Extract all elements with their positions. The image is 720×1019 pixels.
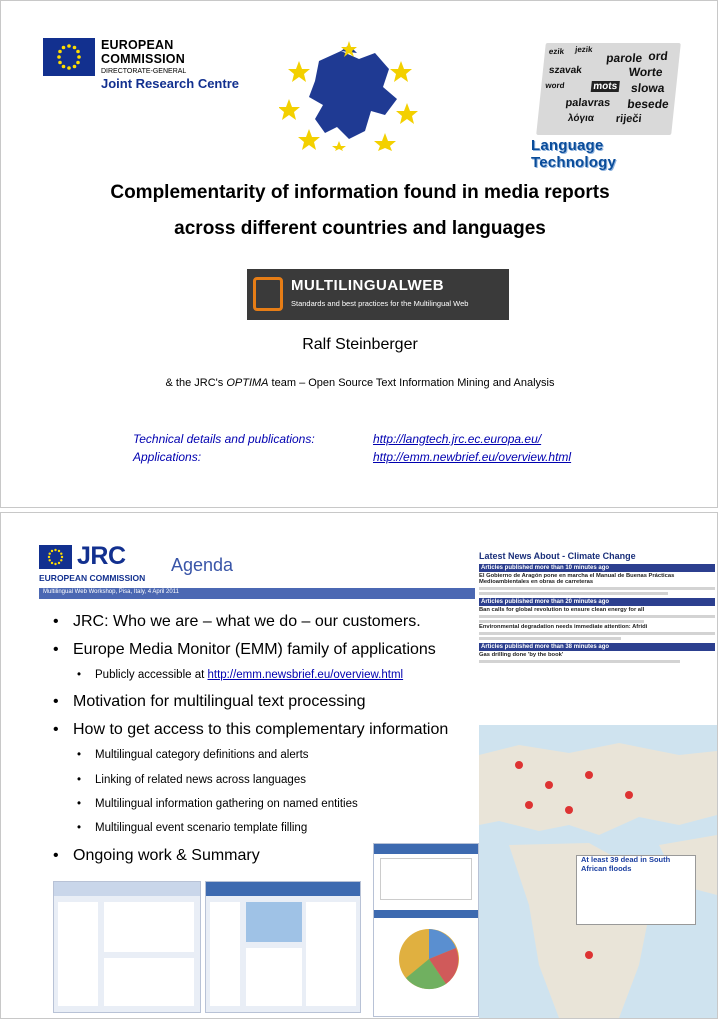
news-section: Articles published more than 20 minutes ago <box>479 598 715 606</box>
news-section: Articles published more than 10 minutes ago <box>479 564 715 572</box>
emm-overview-link[interactable]: http://emm.newbrief.eu/overview.html <box>373 450 572 464</box>
agenda-item: • How to get access to this complementary information <box>53 721 449 738</box>
multilingualweb-logo <box>247 269 509 320</box>
emm-newsbrief-link[interactable]: http://emm.newsbrief.eu/overview.html <box>207 669 404 681</box>
eu-flag-icon <box>43 38 95 76</box>
lt-word: Worte <box>628 65 664 79</box>
team-line <box>1 377 718 389</box>
agenda-item: • Motivation for multilingual text processing <box>53 693 366 710</box>
agenda-title: Agenda <box>171 555 234 575</box>
lt-word: mots <box>592 81 618 92</box>
news-header: Latest News About - Climate Change <box>479 551 636 561</box>
workshop-bar <box>39 588 475 599</box>
team-post: team – Open Source Text Information Mining and Analysis <box>268 377 555 389</box>
pie-chart-icon <box>396 926 462 992</box>
team-name: OPTIMA <box>226 377 269 389</box>
agenda-subitem: • Publicly accessible at http://emm.newsbrief.eu/overview.html <box>77 669 404 681</box>
agenda-subitem: • Multilingual event scenario template filling <box>77 822 308 834</box>
news-article: Environmental degradation needs immediate attention: Afridi <box>479 624 648 630</box>
flood-headline: At least 39 dead in South African floods <box>581 855 671 873</box>
jrc-name: Joint Research Centre <box>101 76 239 91</box>
agenda-subitem: • Multilingual information gathering on named entities <box>77 798 358 810</box>
lt-word: λόγια <box>567 113 595 124</box>
news-article: Gas drilling done 'by the book' <box>479 652 564 658</box>
applications-label: Applications: <box>133 450 202 464</box>
mlw-name: MULTILINGUALWEB <box>291 277 445 294</box>
ec-directorate: DIRECTORATE-GENERAL <box>101 68 187 75</box>
mlw-tagline: Standards and best practices for the Multilingual Web <box>291 299 469 308</box>
agenda-item: • Europe Media Monitor (EMM) family of applications <box>53 641 436 658</box>
tech-details-label: Technical details and publications: <box>133 432 315 446</box>
lt-word: ezik <box>548 47 565 56</box>
agenda-subitem: • Linking of related news across languages <box>77 774 306 786</box>
team-pre: & the JRC's <box>165 377 227 389</box>
language-technology-title: Language Technology <box>531 137 617 171</box>
jrc-logo <box>39 542 159 585</box>
ec-name: EUROPEAN COMMISSION <box>101 38 185 66</box>
news-article: El Gobierno de Aragón pone en marcha el Manual de Buenas Prácticas Medioambientales en obras de carreteras <box>479 573 675 585</box>
lt-word: palavras <box>564 97 611 109</box>
agenda-item: • Ongoing work & Summary <box>53 847 260 864</box>
lt-word: szavak <box>548 65 583 76</box>
slide-title-line2: across different countries and languages <box>174 218 546 239</box>
lt-word: parole <box>605 51 644 65</box>
workshop-label: Multilingual Web Workshop, Pisa, Italy, 4 April 2011 <box>43 589 179 595</box>
mlw-icon <box>253 277 283 311</box>
language-technology-logo <box>531 37 681 171</box>
medisys-screenshot <box>53 881 201 1013</box>
agenda-item: • JRC: Who we are – what we do – our customers. <box>53 613 421 630</box>
lt-word: slowa <box>630 81 666 95</box>
author: Ralf Steinberger <box>302 336 418 353</box>
climate-news-screenshot <box>479 551 715 721</box>
jrc-wordmark: JRC <box>77 542 126 570</box>
europe-map-icon <box>279 41 419 151</box>
statistics-screenshot <box>373 843 479 1017</box>
newsexplorer-screenshot <box>205 881 361 1013</box>
news-article: Ban calls for global revolution to ensure clean energy for all <box>479 607 645 613</box>
lt-word: word <box>544 81 565 90</box>
jrc-ec-label: EUROPEAN COMMISSION <box>39 573 146 583</box>
title-slide <box>0 0 718 508</box>
ec-jrc-logo <box>43 38 243 91</box>
news-section: Articles published more than 38 minutes ago <box>479 643 715 651</box>
slide-title-line1: Complementarity of information found in media reports <box>110 182 610 203</box>
langtech-link[interactable]: http://langtech.jrc.ec.europa.eu/ <box>373 432 542 446</box>
agenda-subitem: • Multilingual category definitions and alerts <box>77 749 309 761</box>
lt-word: jezik <box>574 45 593 54</box>
words-collage <box>536 43 681 135</box>
eu-flag-icon <box>39 545 72 569</box>
lt-word: besede <box>626 97 670 111</box>
agenda-slide <box>0 512 718 1019</box>
lt-word: riječi <box>615 113 643 125</box>
lt-word: ord <box>647 49 669 63</box>
